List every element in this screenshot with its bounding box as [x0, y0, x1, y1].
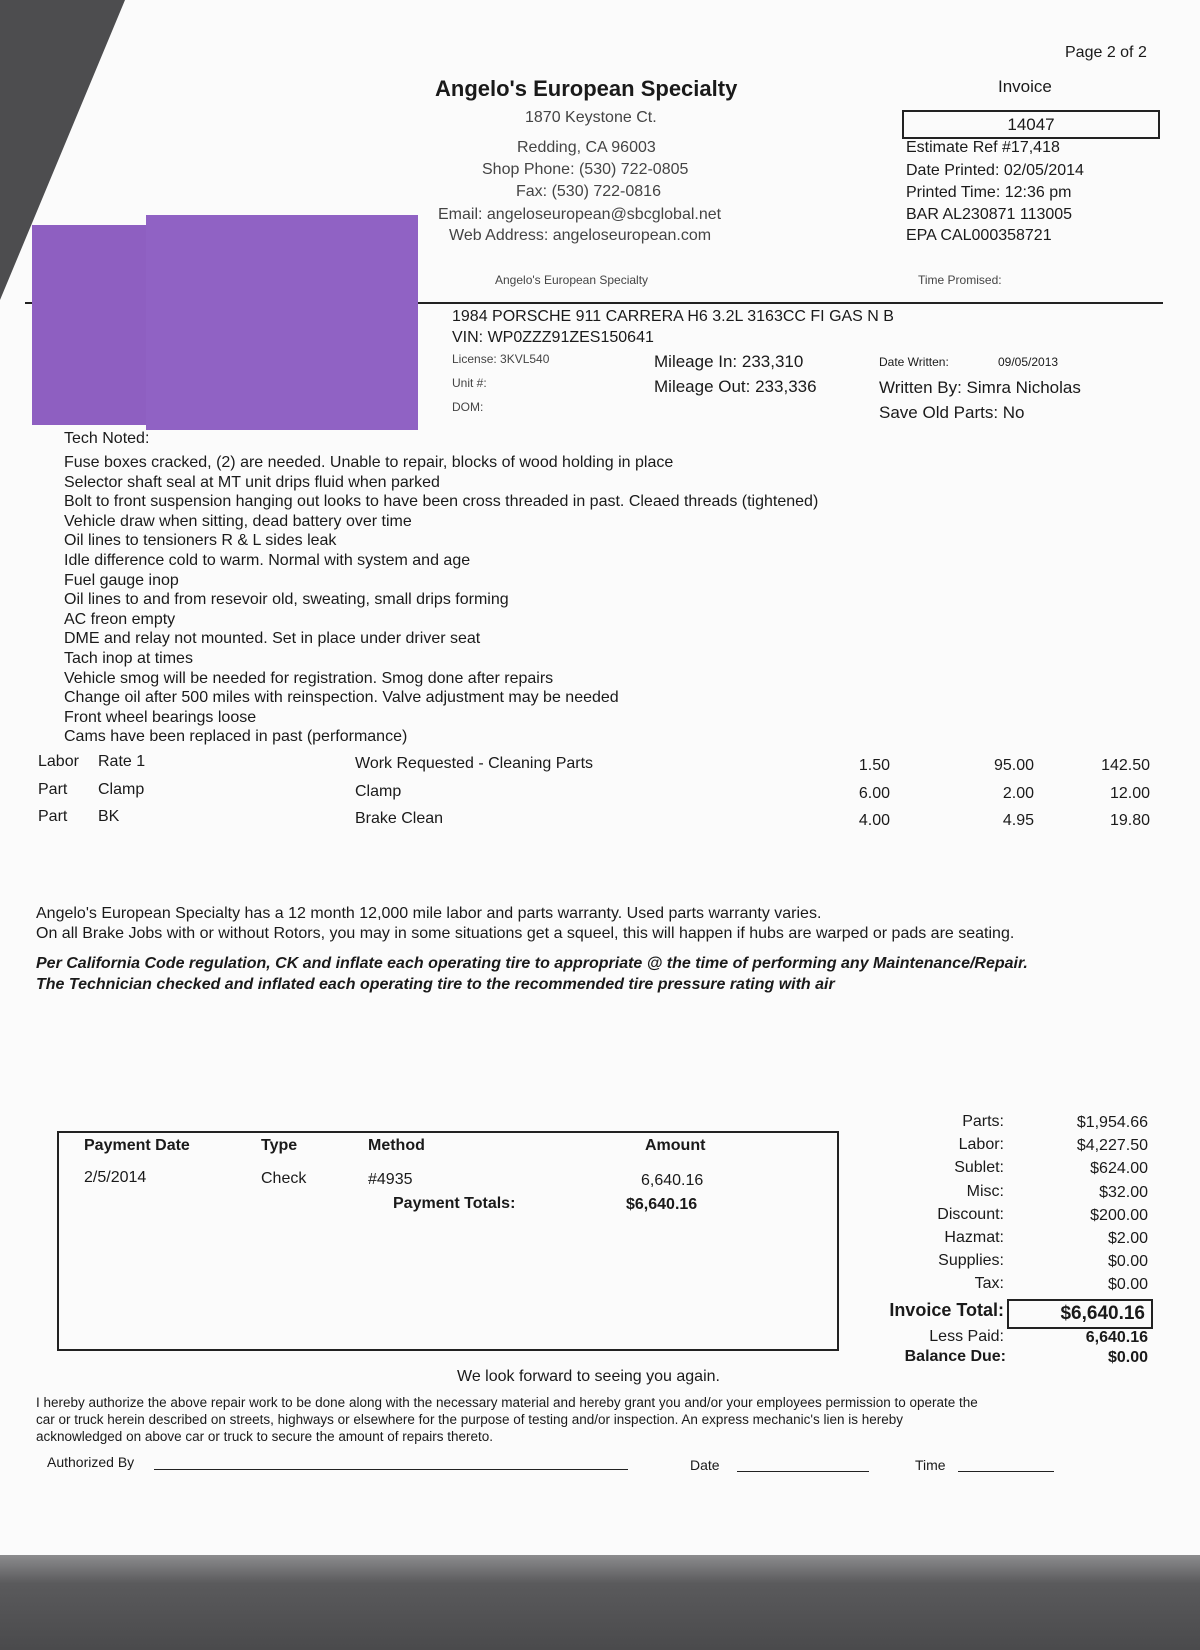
date-printed: Date Printed: 02/05/2014 — [906, 162, 1084, 179]
item-type: Labor — [38, 753, 79, 770]
authorization-line: I hereby authorize the above repair work to be done along with the necessary material and hereby grant you and/or your employees permission to operate the — [36, 1395, 978, 1410]
payment-type: Check — [261, 1170, 307, 1187]
payment-date: 2/5/2014 — [84, 1169, 147, 1186]
tech-notes-list — [64, 453, 818, 747]
shop-address-1: 1870 Keystone Ct. — [525, 109, 657, 126]
tech-note: Fuse boxes cracked, (2) are needed. Unable to repair, blocks of wood holding in place — [64, 454, 674, 471]
unit-number: Unit #: — [452, 376, 487, 390]
time-label: Time — [915, 1457, 946, 1473]
shop-fax: Fax: (530) 722-0816 — [516, 183, 661, 200]
item-qty: 6.00 — [858, 785, 890, 802]
redaction-block — [146, 215, 418, 430]
tech-note: Vehicle draw when sitting, dead battery over time — [64, 512, 412, 530]
tech-note: Tach inop at times — [64, 649, 193, 667]
authorized-by-line[interactable] — [154, 1469, 628, 1470]
save-old-parts: Save Old Parts: No — [879, 403, 1025, 422]
tech-note: Oil lines to tensioners R & L sides leak — [64, 532, 337, 550]
tech-note: Cams have been replaced in past (performance) — [64, 728, 408, 746]
total-value: $1,954.66 — [1076, 1114, 1148, 1131]
total-value: $2.00 — [1107, 1230, 1148, 1247]
authorized-by-label: Authorized By — [47, 1454, 135, 1470]
date-label: Date — [690, 1457, 720, 1473]
invoice-label: Invoice — [998, 77, 1052, 96]
shop-name: Angelo's European Specialty — [435, 76, 738, 101]
item-description: Work Requested - Cleaning Parts — [355, 755, 594, 772]
invoice-total-box — [1007, 1299, 1153, 1329]
item-price: 4.95 — [1002, 812, 1034, 829]
total-label: Hazmat: — [944, 1229, 1004, 1246]
item-extended: 12.00 — [1109, 785, 1150, 802]
date-written: 09/05/2013 — [998, 355, 1059, 369]
total-label: Labor: — [958, 1136, 1004, 1153]
payment-amount: 6,640.16 — [641, 1172, 704, 1189]
payment-totals-label: Payment Totals: — [393, 1195, 516, 1212]
total-value: $0.00 — [1107, 1276, 1148, 1293]
invoice-number: 14047 — [1007, 115, 1055, 134]
tech-note: DME and relay not mounted. Set in place under driver seat — [64, 630, 481, 648]
item-code: Rate 1 — [98, 753, 146, 770]
item-type: Part — [38, 781, 68, 798]
tech-note: Idle difference cold to warm. Normal with system and age — [64, 551, 471, 569]
shop-name-small: Angelo's European Specialty — [495, 273, 649, 287]
less-paid-label: Less Paid: — [929, 1328, 1004, 1345]
item-extended: 19.80 — [1109, 812, 1150, 829]
payments-header-date: Payment Date — [84, 1137, 190, 1154]
total-label: Parts: — [962, 1113, 1004, 1130]
tech-note: Selector shaft seal at MT unit drips fluid when parked — [64, 473, 440, 491]
item-qty: 4.00 — [858, 812, 890, 829]
tech-note: Front wheel bearings loose — [64, 708, 257, 726]
item-description: Clamp — [355, 783, 402, 800]
item-description: Brake Clean — [355, 810, 444, 827]
balance-due: $0.00 — [1107, 1349, 1148, 1366]
bar-number: BAR AL230871 113005 — [906, 206, 1073, 223]
epa-number: EPA CAL000358721 — [906, 227, 1052, 244]
thank-you-message: We look forward to seeing you again. — [457, 1368, 720, 1385]
total-value: $32.00 — [1099, 1184, 1148, 1201]
warranty-line: Angelo's European Specialty has a 12 month 12,000 mile labor and parts warranty. Used parts warranty varies. — [36, 905, 822, 922]
payments-header-type: Type — [261, 1137, 298, 1154]
payments-box — [57, 1131, 839, 1351]
total-label: Supplies: — [938, 1252, 1004, 1269]
item-qty: 1.50 — [858, 757, 890, 774]
total-value: $200.00 — [1090, 1207, 1148, 1224]
authorization-text — [36, 1394, 978, 1445]
date-written-label: Date Written: — [879, 355, 949, 369]
invoice-number-box — [902, 110, 1160, 139]
total-label: Tax: — [974, 1275, 1004, 1292]
item-code: BK — [98, 808, 120, 825]
payment-totals-value: $6,640.16 — [626, 1196, 698, 1213]
total-label: Sublet: — [954, 1159, 1004, 1176]
redaction-block — [32, 225, 162, 425]
tech-note: Bolt to front suspension hanging out looks to have been cross threaded in past. Cleaed threads (tightened) — [64, 493, 819, 511]
page-indicator: Page 2 of 2 — [1065, 44, 1147, 61]
tech-note: Change oil after 500 miles with reinspection. Valve adjustment may be needed — [64, 689, 619, 707]
total-label: Discount: — [937, 1206, 1004, 1223]
item-extended: 142.50 — [1101, 757, 1150, 774]
invoice-total: $6,640.16 — [1060, 1303, 1145, 1324]
total-value: $624.00 — [1090, 1160, 1148, 1177]
tech-note: Oil lines to and from resevoir old, sweating, small drips forming — [64, 591, 509, 609]
shop-email: Email: angeloseuropean@sbcglobal.net — [438, 206, 722, 223]
shop-address-2: Redding, CA 96003 — [517, 139, 656, 156]
balance-due-label: Balance Due: — [904, 1348, 1006, 1365]
tech-note: AC freon empty — [64, 610, 176, 628]
total-value: $4,227.50 — [1076, 1137, 1148, 1154]
payments-header-amount: Amount — [645, 1137, 706, 1154]
item-code: Clamp — [98, 781, 145, 798]
vehicle-description: 1984 PORSCHE 911 CARRERA H6 3.2L 3163CC FI GAS N B — [452, 308, 894, 325]
california-code-note: Per California Code regulation, CK and inflate each operating tire to appropriate @ the time of performing any Maintenance/Repair. — [36, 955, 1028, 972]
authorization-line: acknowledged on above car or truck to secure the amount of repairs thereto. — [36, 1429, 494, 1444]
dom-label: DOM: — [452, 400, 484, 414]
scan-background — [0, 1555, 1200, 1650]
license-plate: License: 3KVL540 — [452, 352, 550, 366]
tech-note: Fuel gauge inop — [64, 571, 179, 589]
authorization-line: car or truck herein described on streets, highways or elsewhere for the purpose of testing and/or inspection. An express mechanic's lien is hereby — [36, 1412, 904, 1427]
payments-header-method: Method — [368, 1137, 425, 1154]
mileage-in: Mileage In: 233,310 — [654, 352, 804, 371]
item-type: Part — [38, 808, 68, 825]
brake-note: On all Brake Jobs with or without Rotors, you may in some situations get a squeel, this will happen if hubs are warped or pads are seating. — [36, 925, 1015, 942]
item-price: 2.00 — [1002, 785, 1034, 802]
time-line[interactable] — [958, 1471, 1054, 1472]
item-price: 95.00 — [993, 757, 1034, 774]
invoice-total-label: Invoice Total: — [889, 1300, 1004, 1320]
mileage-out: Mileage Out: 233,336 — [654, 377, 817, 396]
shop-phone: Shop Phone: (530) 722-0805 — [482, 161, 689, 178]
estimate-ref: Estimate Ref #17,418 — [906, 139, 1060, 156]
shop-web: Web Address: angeloseuropean.com — [449, 227, 712, 244]
total-value: $0.00 — [1107, 1253, 1148, 1270]
tech-note: Vehicle smog will be needed for registration. Smog done after repairs — [64, 669, 554, 687]
payment-method: #4935 — [368, 1171, 413, 1188]
total-label: Misc: — [966, 1183, 1004, 1200]
date-line[interactable] — [737, 1471, 869, 1472]
written-by: Written By: Simra Nicholas — [879, 378, 1081, 397]
tire-pressure-note: The Technician checked and inflated each operating tire to the recommended tire pressure rating with air — [36, 976, 835, 993]
vehicle-vin: VIN: WP0ZZZ91ZES150641 — [452, 329, 654, 346]
less-paid: 6,640.16 — [1085, 1329, 1148, 1346]
time-promised-label: Time Promised: — [918, 273, 1002, 287]
tech-notes-title: Tech Noted: — [64, 430, 150, 447]
printed-time: Printed Time: 12:36 pm — [906, 184, 1072, 201]
